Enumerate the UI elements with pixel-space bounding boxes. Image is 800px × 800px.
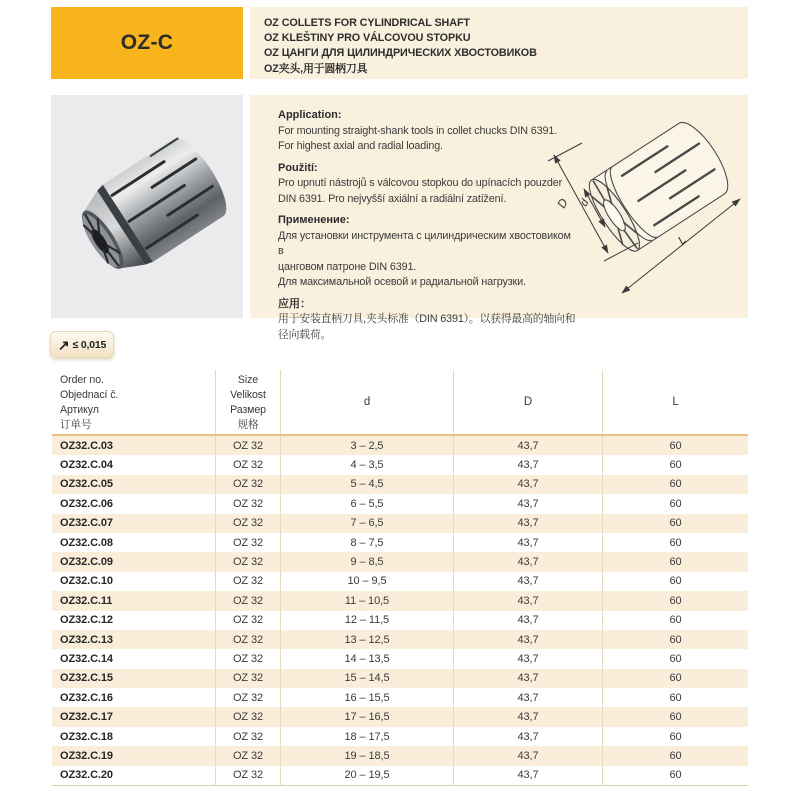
col-header-line: 订单号 — [60, 419, 92, 431]
col-header-line: Артикул — [60, 404, 99, 416]
application-line: Pro upnutí nástrojů s válcovou stopkou do upínacích pouzder — [278, 177, 563, 189]
cell-L: 60 — [602, 591, 748, 610]
cell-d: 20 – 19,5 — [280, 766, 453, 785]
cell-order: OZ32.C.18 — [60, 730, 113, 743]
table-header — [52, 370, 748, 436]
cell-L: 60 — [602, 475, 748, 494]
cell-d: 5 – 4,5 — [280, 475, 453, 494]
table-row — [52, 494, 748, 513]
cell-D: 43,7 — [453, 475, 602, 494]
cell-D: 43,7 — [453, 630, 602, 649]
cell-D: 43,7 — [453, 669, 602, 688]
application-line: цанговом патроне DIN 6391. — [278, 260, 417, 273]
cell-order: OZ32.C.09 — [60, 556, 113, 569]
table-row — [52, 746, 748, 765]
col-header-order-no — [52, 370, 215, 434]
cell-D: 43,7 — [453, 455, 602, 474]
cell-L: 60 — [602, 766, 748, 785]
cell-L: 60 — [602, 649, 748, 668]
cell-L: 60 — [602, 572, 748, 591]
application-section-en — [278, 108, 578, 155]
cell-d: 6 – 5,5 — [280, 494, 453, 513]
dim-label-d: d — [578, 197, 592, 209]
product-code: OZ-C — [120, 31, 174, 54]
cell-D: 43,7 — [453, 552, 602, 571]
cell-order: OZ32.C.12 — [60, 614, 113, 627]
col-header-line: Objednací č. — [60, 389, 119, 401]
cell-size: OZ 32 — [215, 552, 280, 571]
table-row — [52, 649, 748, 668]
cell-size: OZ 32 — [215, 766, 280, 785]
table-row — [52, 475, 748, 494]
product-title-box — [250, 7, 748, 79]
title-ru: OZ ЦАНГИ ДЛЯ ЦИЛИНДРИЧЕСКИХ ХВОСТОВИКОВ — [264, 47, 537, 60]
cell-d: 19 – 18,5 — [280, 746, 453, 765]
cell-d: 11 – 10,5 — [280, 591, 453, 610]
cell-order: OZ32.C.05 — [60, 478, 113, 491]
cell-size: OZ 32 — [215, 669, 280, 688]
application-section-cs — [278, 161, 578, 208]
cell-order: OZ32.C.13 — [60, 633, 113, 646]
cell-d: 17 – 16,5 — [280, 707, 453, 726]
col-header-size — [215, 370, 280, 434]
table-row — [52, 533, 748, 552]
table-row — [52, 591, 748, 610]
cell-order: OZ32.C.11 — [60, 594, 113, 607]
cell-L: 60 — [602, 494, 748, 513]
cell-size: OZ 32 — [215, 746, 280, 765]
table-row — [52, 766, 748, 785]
col-header-d: d — [280, 370, 453, 434]
cell-D: 43,7 — [453, 611, 602, 630]
title-en: OZ COLLETS FOR CYLINDRICAL SHAFT — [264, 17, 470, 29]
cell-order: OZ32.C.03 — [60, 439, 113, 452]
cell-d: 10 – 9,5 — [280, 572, 453, 591]
table-row — [52, 727, 748, 746]
application-heading-cs: Použití: — [278, 161, 318, 174]
table-row — [52, 436, 748, 455]
cell-D: 43,7 — [453, 688, 602, 707]
cell-order: OZ32.C.04 — [60, 459, 113, 472]
cell-D: 43,7 — [453, 727, 602, 746]
cell-D: 43,7 — [453, 514, 602, 533]
cell-D: 43,7 — [453, 649, 602, 668]
application-heading-zh: 应用： — [278, 297, 311, 310]
table-row — [52, 630, 748, 649]
cell-D: 43,7 — [453, 436, 602, 455]
dim-label-L: L — [674, 232, 690, 248]
application-heading-en: Application: — [278, 109, 342, 121]
runout-badge — [50, 331, 114, 358]
cell-size: OZ 32 — [215, 475, 280, 494]
cell-d: 16 – 15,5 — [280, 688, 453, 707]
table-row — [52, 455, 748, 474]
cell-size: OZ 32 — [215, 514, 280, 533]
table-row — [52, 611, 748, 630]
col-header-D: D — [453, 370, 602, 434]
collet-photo — [51, 95, 243, 318]
cell-order: OZ32.C.10 — [60, 575, 113, 588]
cell-size: OZ 32 — [215, 494, 280, 513]
dim-label-D: D — [554, 196, 571, 211]
cell-order: OZ32.C.15 — [60, 672, 113, 685]
cell-D: 43,7 — [453, 746, 602, 765]
cell-d: 12 – 11,5 — [280, 611, 453, 630]
cell-D: 43,7 — [453, 572, 602, 591]
cell-L: 60 — [602, 455, 748, 474]
col-header-line: Size — [237, 374, 259, 386]
application-section-zh — [278, 297, 578, 344]
runout-value: ≤ 0,015 — [72, 338, 107, 351]
cell-d: 9 – 8,5 — [280, 552, 453, 571]
cell-order: OZ32.C.06 — [60, 497, 113, 510]
table-row — [52, 688, 748, 707]
product-code-box — [51, 7, 243, 79]
cell-order: OZ32.C.16 — [60, 691, 113, 704]
cell-size: OZ 32 — [215, 688, 280, 707]
cell-L: 60 — [602, 436, 748, 455]
cell-size: OZ 32 — [215, 611, 280, 630]
table-row — [52, 514, 748, 533]
cell-L: 60 — [602, 707, 748, 726]
cell-L: 60 — [602, 669, 748, 688]
cell-order: OZ32.C.08 — [60, 536, 113, 549]
application-line: For highest axial and radial loading. — [278, 140, 443, 152]
application-line: 用于安装直柄刀具,夹头标准（DIN 6391）。以获得最高的轴向和径向载荷。 — [278, 313, 576, 341]
col-header-L: L — [602, 370, 748, 434]
application-line: For mounting straight-shank tools in collet chucks DIN 6391. — [278, 124, 558, 137]
application-text — [278, 108, 578, 343]
application-line: DIN 6391. Pro nejvyšší axiální a radiální zatížení. — [278, 192, 507, 205]
table-row — [52, 669, 748, 688]
cell-D: 43,7 — [453, 591, 602, 610]
cell-size: OZ 32 — [215, 649, 280, 668]
cell-size: OZ 32 — [215, 572, 280, 591]
cell-L: 60 — [602, 514, 748, 533]
cell-L: 60 — [602, 533, 748, 552]
table-body — [52, 436, 748, 785]
cell-L: 60 — [602, 746, 748, 765]
cell-D: 43,7 — [453, 533, 602, 552]
application-section-ru — [278, 213, 578, 291]
cell-d: 3 – 2,5 — [280, 436, 453, 455]
col-header-line: Размер — [230, 404, 266, 416]
cell-order: OZ32.C.14 — [60, 652, 113, 665]
cell-order: OZ32.C.07 — [60, 517, 113, 530]
application-panel — [250, 95, 748, 341]
cell-L: 60 — [602, 630, 748, 649]
title-cs: OZ KLEŠTINY PRO VÁLCOVOU STOPKU — [264, 32, 471, 45]
product-photo-panel — [51, 95, 243, 318]
cell-order: OZ32.C.17 — [60, 711, 113, 724]
cell-order: OZ32.C.20 — [60, 769, 113, 782]
cell-size: OZ 32 — [215, 436, 280, 455]
runout-arrow-icon: ↗ — [57, 336, 70, 353]
spec-table — [52, 370, 748, 786]
table-row — [52, 552, 748, 571]
application-heading-ru: Применение: — [278, 214, 350, 226]
cell-d: 4 – 3,5 — [280, 455, 453, 474]
col-header-line: Order no. — [60, 374, 104, 386]
cell-d: 8 – 7,5 — [280, 533, 453, 552]
cell-size: OZ 32 — [215, 455, 280, 474]
application-line: Для установки инструмента с цилиндрическим хвостовиком в — [278, 229, 571, 257]
cell-D: 43,7 — [453, 707, 602, 726]
title-zh: OZ夹头,用于圆柄刀具 — [264, 62, 368, 75]
cell-size: OZ 32 — [215, 591, 280, 610]
cell-d: 18 – 17,5 — [280, 727, 453, 746]
cell-L: 60 — [602, 552, 748, 571]
cell-L: 60 — [602, 611, 748, 630]
cell-d: 7 – 6,5 — [280, 514, 453, 533]
application-line: Для максимальной осевой и радиальной нагрузки. — [278, 276, 526, 288]
table-row — [52, 572, 748, 591]
col-header-line: Velikost — [230, 389, 266, 401]
cell-D: 43,7 — [453, 494, 602, 513]
cell-d: 14 – 13,5 — [280, 649, 453, 668]
cell-size: OZ 32 — [215, 630, 280, 649]
table-row — [52, 707, 748, 726]
cell-L: 60 — [602, 727, 748, 746]
col-header-line: 规格 — [237, 419, 259, 431]
cell-size: OZ 32 — [215, 727, 280, 746]
cell-size: OZ 32 — [215, 533, 280, 552]
cell-size: OZ 32 — [215, 707, 280, 726]
cell-L: 60 — [602, 688, 748, 707]
cell-D: 43,7 — [453, 766, 602, 785]
cell-order: OZ32.C.19 — [60, 749, 113, 762]
cell-d: 13 – 12,5 — [280, 630, 453, 649]
cell-d: 15 – 14,5 — [280, 669, 453, 688]
